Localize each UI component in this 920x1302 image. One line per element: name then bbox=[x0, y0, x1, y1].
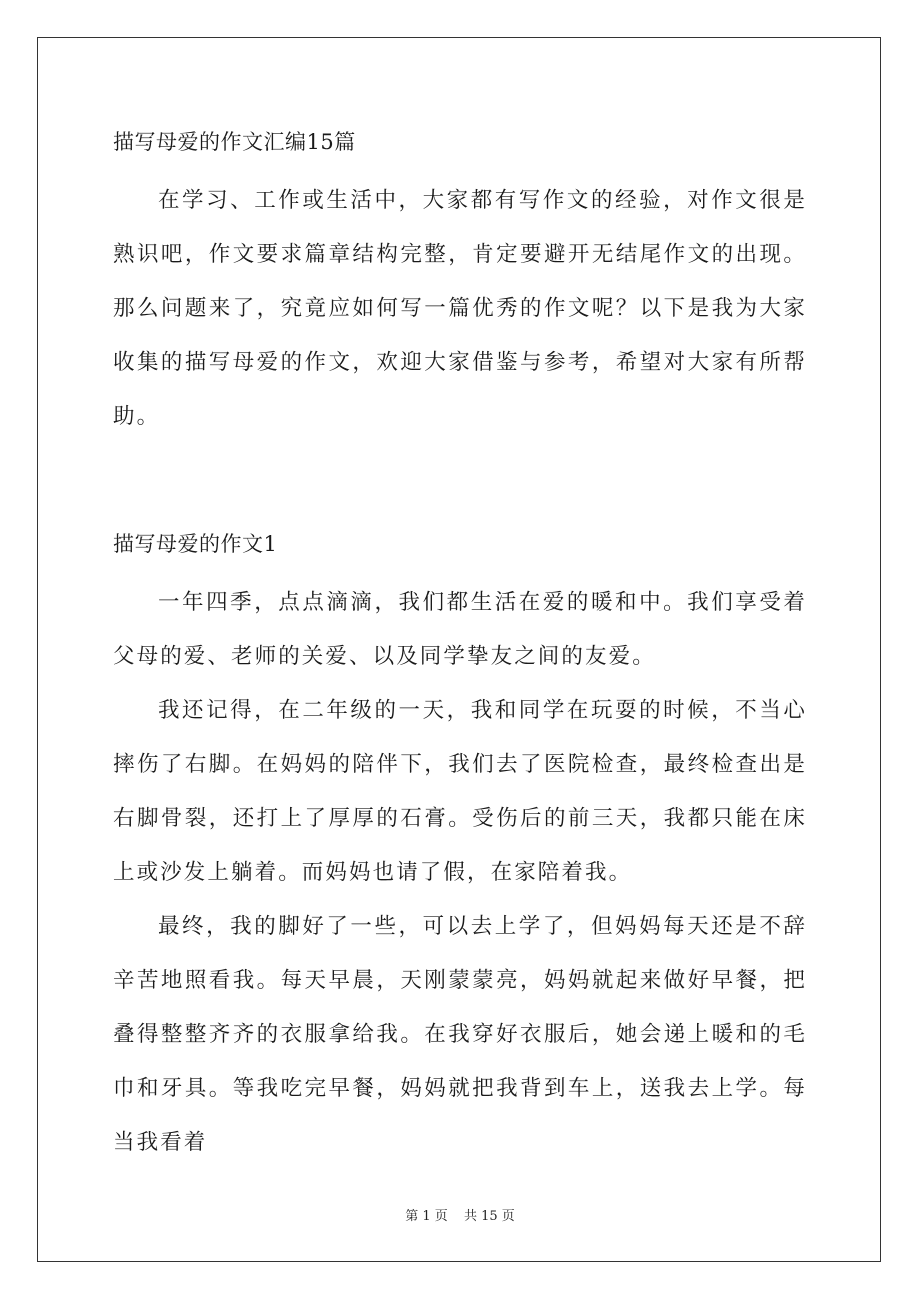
document-title: 描写母爱的作文汇编15篇 bbox=[113, 130, 356, 154]
section-paragraph: 我还记得，在二年级的一天，我和同学在玩耍的时候，不当心摔伤了右脚。在妈妈的陪伴下，我们去了医院检查，最终检查出是右脚骨裂，还打上了厚厚的石膏。受伤后的前三天，我都只能在床上或沙发上躺着。而妈妈也请了假，在家陪着我。 bbox=[113, 698, 807, 885]
document-body bbox=[113, 124, 807, 1170]
total-pages-label: 共 15 页 bbox=[463, 1209, 515, 1224]
current-page-label: 第 1 页 bbox=[405, 1209, 448, 1224]
intro-paragraph: 在学习、工作或生活中，大家都有写作文的经验，对作文很是熟识吧，作文要求篇章结构完整，肯定要避开无结尾作文的出现。那么问题来了，究竟应如何写一篇优秀的作文呢？以下是我为大家收集的描写母爱的作文，欢迎大家借鉴与参考，希望对大家有所帮助。 bbox=[113, 188, 807, 429]
section-heading: 描写母爱的作文1 bbox=[113, 532, 278, 556]
page-footer bbox=[0, 1205, 920, 1224]
section-paragraph: 一年四季，点点滴滴，我们都生活在爱的暖和中。我们享受着父母的爱、老师的关爱、以及同学挚友之间的友爱。 bbox=[113, 590, 807, 669]
section-paragraph: 最终，我的脚好了一些，可以去上学了，但妈妈每天还是不辞辛苦地照看我。每天早晨，天刚蒙蒙亮，妈妈就起来做好早餐，把叠得整整齐齐的衣服拿给我。在我穿好衣服后，她会递上暖和的毛巾和牙具。等我吃完早餐，妈妈就把我背到车上，送我去上学。每当我看着 bbox=[113, 914, 807, 1155]
